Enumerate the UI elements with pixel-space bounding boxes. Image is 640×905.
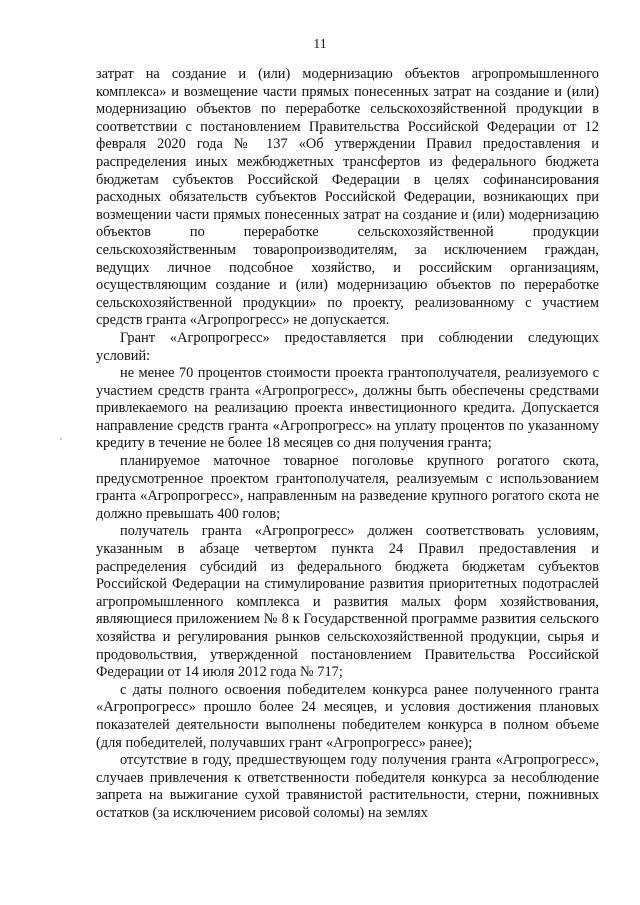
page-number: 11 xyxy=(313,37,327,52)
paragraph-condition-no-burning: отсутствие в году, предшествующем году получения гранта «Агропрогресс», случаев привлечения к ответственности победителя конкурса за несоблюдение запрета на выжигание сухой травянистой растительности, стерни, пожнивных остатков (за исключением рисовой соломы) на землях xyxy=(96,752,599,821)
paragraph-condition-recipient: получатель гранта «Агропрогресс» должен соответствовать условиям, указанным в абзаце четвертом пункта 24 Правил предоставления и распределения субсидий из федерального бюджета бюджетам субъектов Российской Федерации на стимулирование развития приоритетных подотраслей агропромышленного комплекса и развития малых форм хозяйствования, являющиеся приложением № 8 к Государственной программе развития сельского хозяйства и регулирования рынков сельскохозяйственной продукции, сырья и продовольствия, утвержденной постановлением Правительства Российской Федерации от 14 июля 2012 года № 717; xyxy=(96,523,599,681)
scan-speck xyxy=(60,438,62,440)
document-body xyxy=(96,66,599,823)
paragraph-condition-livestock: планируемое маточное товарное поголовье крупного рогатого скота, предусмотренное проектом грантополучателя, реализуемым с использованием гранта «Агропрогресс», направленным на разведение крупного рогатого скота не должно превышать 400 голов; xyxy=(96,453,599,522)
paragraph-condition-credit: не менее 70 процентов стоимости проекта грантополучателя, реализуемого с участием средств гранта «Агропрогресс», должны быть обеспечены средствами привлекаемого на реализацию проекта инвестиционного кредита. Допускается направление средств гранта «Агропрогресс» на уплату процентов по указанному кредиту в течение не более 18 месяцев со дня получения гранта; xyxy=(96,365,599,452)
paragraph-continuation: затрат на создание и (или) модернизацию объектов агропромышленного комплекса» и возмещение части прямых понесенных затрат на создание и (или) модернизацию объектов по переработке сельскохозяйственной продукции в соответствии с постановлением Правительства Российской Федерации от 12 февраля 2020 года № 137 «Об утверждении Правил предоставления и распределения иных межбюджетных трансфертов из федерального бюджета бюджетам субъектов Российской Федерации в целях софинансирования расходных обязательств субъектов Российской Федерации, возникающих при возмещении части прямых понесенных затрат на создание и (или) модернизацию объектов по переработке сельскохозяйственной продукции сельскохозяйственным товаропроизводителям, за исключением граждан, ведущих личное подсобное хозяйство, и российским организациям, осуществляющим создание и (или) модернизацию объектов по переработке сельскохозяйственной продукции» по проекту, реализованному с участием средств гранта «Агропрогресс» не допускается. xyxy=(96,66,599,329)
paragraph-grant-conditions-intro: Грант «Агропрогресс» предоставляется при соблюдении следующих условий: xyxy=(96,329,599,364)
paragraph-condition-previous-grant: с даты полного освоения победителем конкурса ранее полученного гранта «Агропрогресс» прошло более 24 месяцев, и условия достижения плановых показателей деятельности выполнены победителем конкурса в полном объеме (для победителей, получавших грант «Агропрогресс» ранее); xyxy=(96,681,599,751)
